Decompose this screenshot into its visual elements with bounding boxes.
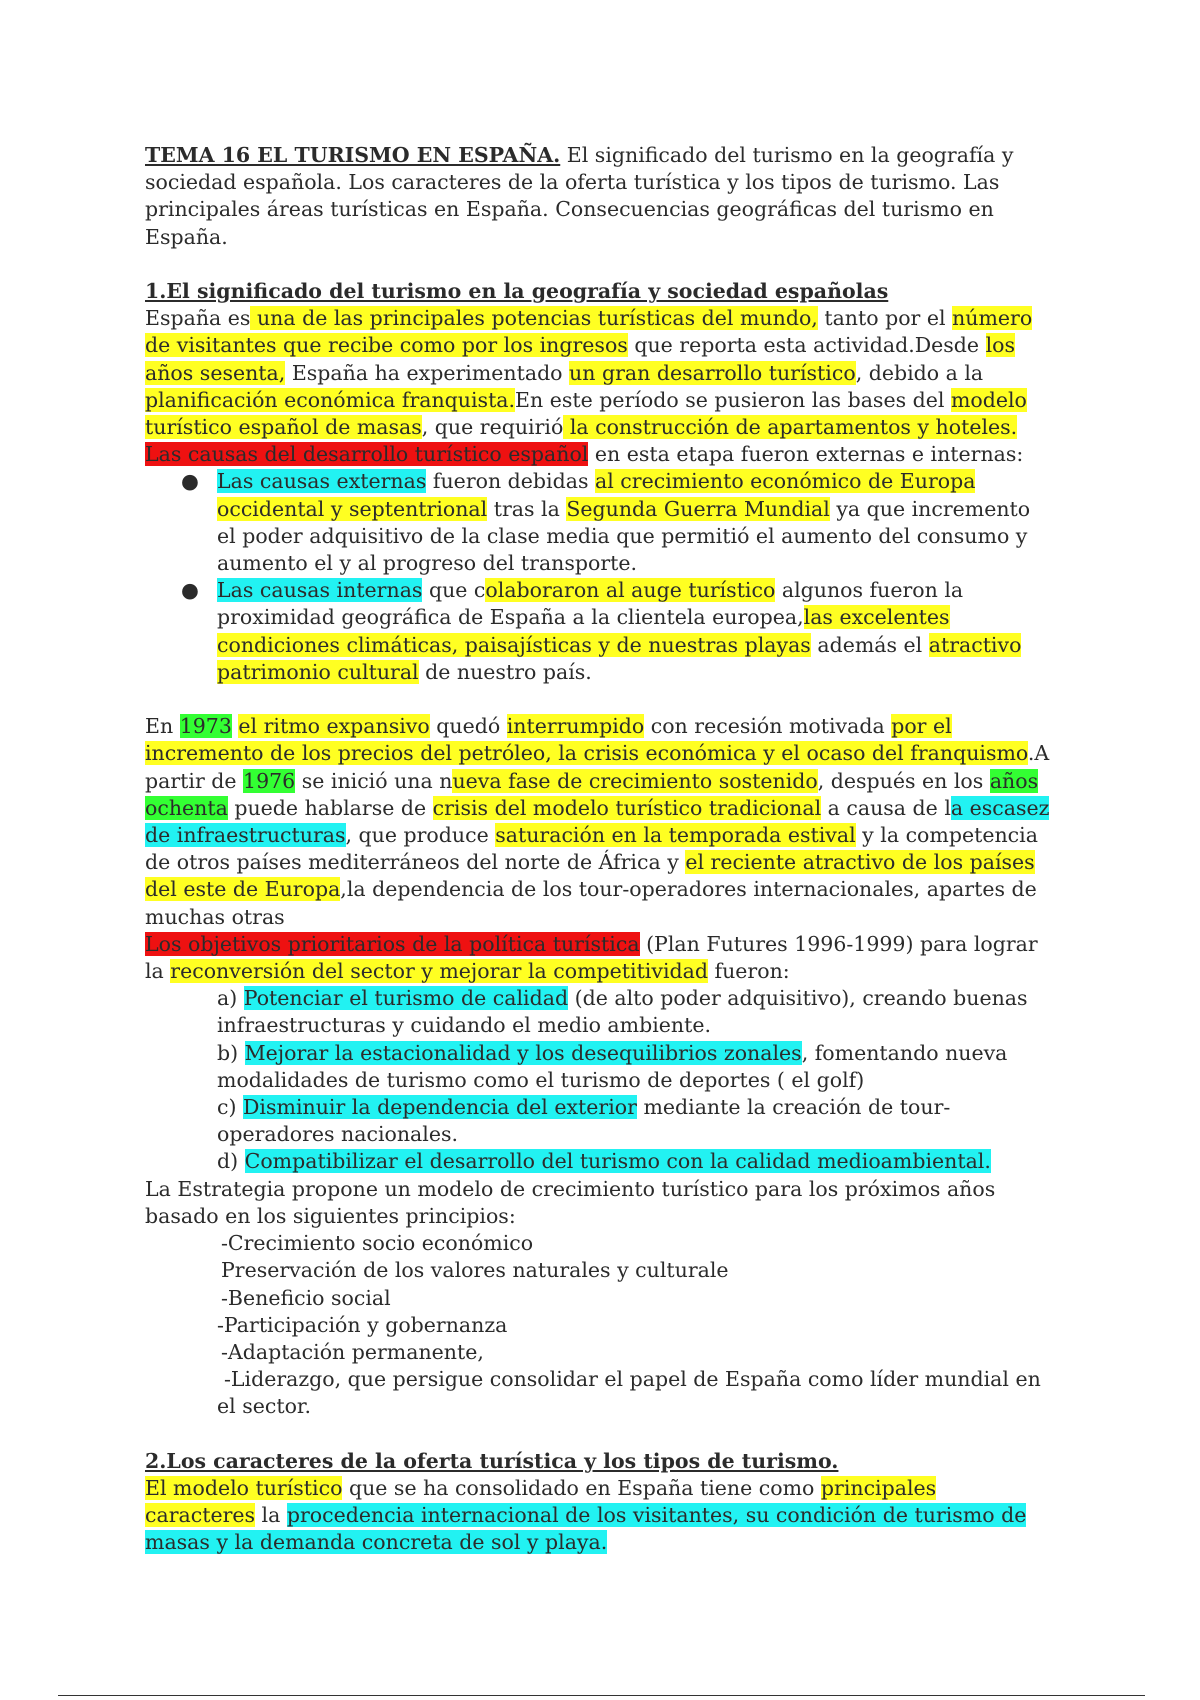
text-run: , debido a la	[855, 360, 984, 385]
highlight-yellow-text: por el incremento de los precios del petróleo, la crisis económica y el ocaso del franquismo	[145, 714, 1028, 766]
title-paragraph	[145, 142, 1050, 251]
document-page	[145, 142, 1050, 1557]
spacer	[145, 1421, 1050, 1448]
highlight-red-text: Las causas del desarrollo turístico español	[145, 442, 589, 467]
section-1-paragraph	[145, 305, 1050, 441]
text-run: de nuestro país.	[418, 659, 592, 684]
text-run: España es	[145, 306, 251, 331]
highlight-yellow-text: crisis del modelo turístico tradicional	[432, 795, 822, 820]
section-2-heading: 2.Los caracteres de la oferta turística y los tipos de turismo.	[145, 1448, 839, 1473]
text-run: , que produce	[345, 823, 496, 848]
objective-item-b	[145, 1040, 1050, 1094]
objectives-intro	[145, 931, 1050, 985]
text-run: además el	[810, 632, 929, 657]
text-run: b)	[217, 1040, 245, 1065]
text-run: mediante la creación de tour-operadores nacionales.	[217, 1095, 951, 1147]
text-run: algunos fueron la proximidad geográfica de España a la clientela europea,	[217, 578, 964, 630]
highlight-yellow-text: al crecimiento económico de Europa occidental y septentrional	[217, 469, 976, 521]
text-run: , fomentando nueva modalidades de turismo como el turismo de deportes ( el golf)	[217, 1040, 1008, 1092]
principle-item: -Participación y gobernanza	[217, 1312, 508, 1337]
text-run: España ha experimentado	[285, 360, 570, 385]
principle-item: -Adaptación permanente,	[221, 1339, 484, 1364]
cause-item-external	[181, 468, 1050, 577]
cause-item-text	[217, 469, 1030, 575]
highlight-green-text: 1973	[179, 714, 232, 739]
bullet-icon: ●	[181, 469, 199, 494]
section-1-heading: 1.El significado del turismo en la geografía y sociedad españolas	[145, 279, 889, 303]
highlight-yellow-text: modelo turístico español de masas	[145, 387, 1027, 440]
text-run: se inició una n	[295, 768, 453, 793]
text-run: d)	[217, 1149, 245, 1174]
text-run: En	[145, 714, 180, 739]
text-run: tras la	[487, 496, 567, 521]
highlight-yellow-text: atractivo patrimonio cultural	[217, 632, 1022, 684]
text-run: ,la dependencia de los tour-operadores internacionales, apartes de muchas otras	[145, 877, 1037, 929]
highlight-cyan-text: Disminuir la dependencia del exterior	[243, 1095, 637, 1120]
cause-item-internal	[181, 577, 1050, 686]
highlight-cyan-text: Las causas internas	[217, 578, 423, 603]
principle-item: -Beneficio social	[221, 1285, 391, 1310]
objective-item-d	[145, 1148, 1050, 1175]
text-run: puede hablarse de	[227, 795, 433, 820]
text-run: a causa de l	[821, 795, 951, 820]
principle-item: -Liderazgo, que persigue consolidar el papel de España como líder mundial en el sector.	[217, 1367, 1041, 1419]
text-run: (de alto poder adquisitivo), creando buenas infraestructuras y cuidando el medio ambiente.	[217, 986, 1028, 1038]
highlight-cyan-text: Las causas externas	[217, 469, 427, 494]
highlight-yellow-text: el ritmo expansivo	[238, 714, 430, 739]
text-run: que reporta esta actividad.Desde	[627, 333, 986, 358]
highlight-cyan-text: Potenciar el turismo de calidad	[243, 986, 569, 1011]
highlight-yellow-text: los años sesenta,	[145, 333, 1016, 385]
objective-item-a	[145, 985, 1050, 1039]
footer-divider	[58, 1695, 1145, 1696]
text-run: la	[255, 1503, 287, 1528]
highlight-yellow-text: olaboraron al auge turístico	[485, 578, 776, 603]
text-run: en esta etapa fueron externas e internas:	[588, 442, 1024, 467]
principle-item: -Crecimiento socio económico	[221, 1231, 534, 1256]
text-run: c)	[217, 1095, 243, 1120]
bullet-icon: ●	[181, 578, 199, 603]
text-run: , después en los	[817, 768, 990, 793]
text-run: fueron:	[707, 959, 790, 984]
cause-item-text	[217, 578, 1021, 684]
highlight-cyan-text: procedencia internacional de los visitantes, su condición de turismo de masas y la demanda concreta de sol y playa.	[145, 1503, 1027, 1555]
highlight-yellow-text: reconversión del sector y mejorar la competitividad	[170, 959, 708, 984]
spacer	[145, 251, 1050, 278]
highlight-yellow-text: planificación económica franquista.	[145, 387, 516, 412]
highlight-yellow-text: número de visitantes que recibe como por los ingresos	[145, 306, 1033, 358]
objective-item-c	[145, 1094, 1050, 1148]
text-run: quedó	[429, 714, 507, 739]
highlight-yellow-text: ueva fase de crecimiento sostenido	[452, 768, 818, 793]
highlight-green-text: años ochenta	[145, 768, 1039, 820]
highlight-green-text: 1976	[243, 768, 296, 793]
section-2-paragraph	[145, 1475, 1050, 1557]
spacer	[145, 686, 1050, 713]
text-run: con recesión motivada	[644, 714, 892, 739]
text-run: a)	[217, 986, 244, 1011]
highlight-yellow-text: saturación en la temporada estival	[495, 823, 856, 848]
highlight-yellow-text: la construcción de apartamentos y hoteles.	[563, 415, 1018, 440]
highlight-yellow-text: El modelo turístico	[145, 1475, 343, 1500]
section-1-history-paragraph	[145, 713, 1050, 931]
highlight-yellow-text: Segunda Guerra Mundial	[566, 496, 830, 521]
text-run: .A partir de	[145, 741, 1050, 793]
highlight-yellow-text: un gran desarrollo turístico	[569, 360, 856, 385]
highlight-cyan-text: Mejorar la estacionalidad y los desequilibrios zonales	[244, 1040, 802, 1065]
highlight-yellow-text: interrumpido	[506, 714, 645, 739]
title-intro-text: El significado del turismo en la geografía y sociedad española. Los caracteres de la oferta turística y los tipos de turismo. Las principales áreas turísticas en España. Consecuencias geográficas del turismo en España.	[145, 143, 1014, 249]
highlight-cyan-text: Compatibilizar el desarrollo del turismo con la calidad medioambiental.	[244, 1149, 991, 1174]
causes-intro	[145, 441, 1050, 468]
strategy-intro: La Estrategia propone un modelo de crecimiento turístico para los próximos años basado en los siguientes principios:	[145, 1176, 996, 1228]
text-run: ya que incremento el poder adquisitivo de la clase media que permitió el aumento del consumo y aumento el y al progreso del transporte.	[217, 496, 1031, 576]
text-run: tanto por el	[817, 306, 953, 331]
highlight-yellow-text: las excelentes condiciones climáticas, paisajísticas y de nuestras playas	[217, 605, 950, 657]
causes-list	[145, 468, 1050, 686]
text-run: fueron debidas	[426, 469, 595, 494]
principle-item: Preservación de los valores naturales y culturale	[221, 1258, 729, 1283]
text-run: que se ha consolidado en España tiene como	[342, 1475, 821, 1500]
highlight-cyan-text: a escasez de infraestructuras	[145, 795, 1050, 848]
text-run: En este período se pusieron las bases del	[515, 387, 951, 412]
text-run: , que requirió	[421, 415, 564, 440]
highlight-yellow-text: una de las principales potencias turísticas del mundo,	[250, 306, 818, 331]
highlight-yellow-text: el reciente atractivo de los países del este de Europa	[145, 850, 1035, 902]
highlight-red-text: Los objetivos prioritarios de la política turística	[145, 931, 640, 956]
text-run: y la competencia de otros países mediterráneos del norte de África y	[145, 823, 1038, 875]
highlight-yellow-text: principales caracteres	[145, 1475, 937, 1528]
text-run: que c	[422, 578, 486, 603]
text-run: (Plan Futures 1996-1999) para lograr la	[145, 931, 1038, 984]
document-title: TEMA 16 EL TURISMO EN ESPAÑA.	[145, 143, 561, 167]
